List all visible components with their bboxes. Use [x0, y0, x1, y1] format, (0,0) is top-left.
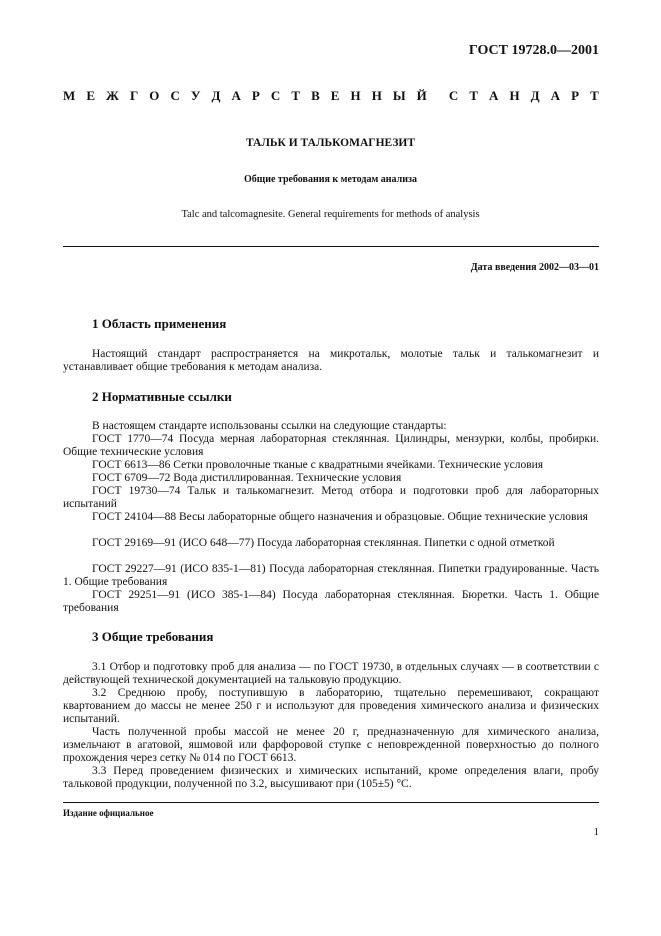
doc-type-letter: А [550, 88, 561, 103]
doc-type-letter: Е [86, 88, 95, 103]
section-heading-references: 2 Нормативные ссылки [92, 389, 232, 404]
doc-type-letter: Т [291, 88, 301, 103]
doc-type-letter: Н [509, 88, 520, 103]
reference-item: ГОСТ 29251—91 (ИСО 385-1—84) Посуда лабораторная стеклянная. Бюретки. Часть 1. Общие требования [63, 589, 599, 615]
doc-type-letter: С [270, 88, 281, 103]
doc-type-letter: А [231, 88, 241, 103]
reference-item: ГОСТ 1770—74 Посуда мерная лабораторная стеклянная. Цилиндры, мензурки, колбы, пробирки. Общие технические условия [63, 433, 599, 459]
doc-type-letter: С [170, 88, 180, 103]
paragraph: Настоящий стандарт распространяется на микротальк, молотые тальк и талькомагнезит и устанавливает общие требования к методам анализа. [63, 348, 599, 374]
doc-type-letter: Д [530, 88, 540, 103]
doc-type-letter: Ы [392, 88, 406, 103]
doc-type-letter: У [190, 88, 201, 103]
header-divider [63, 246, 599, 247]
doc-type-letter: В [311, 88, 320, 103]
doc-type-letter: Е [330, 88, 340, 103]
paragraph: В настоящем стандарте использованы ссылки на следующие стандарты: [92, 420, 447, 432]
paragraph: 3.1 Отбор и подготовку проб для анализа — по ГОСТ 19730, в отдельных случаях — в соответствии с действующей технической документацией на тальковую продукцию. [63, 661, 599, 687]
paragraph: 3.2 Среднюю пробу, поступившую в лабораторию, тщательно перемешивают, сокращают квартованием до массы не менее 250 г и используют для проведения химического анализа и физических испытаний. [63, 687, 599, 726]
document-title: ТАЛЬК И ТАЛЬКОМАГНЕЗИТ [245, 137, 416, 149]
doc-type-letter: Р [571, 88, 580, 103]
doc-type-letter: Т [469, 88, 478, 103]
doc-type-letter: Й [416, 88, 427, 103]
doc-type-letter: Г [129, 88, 139, 103]
doc-type-letter: Р [251, 88, 260, 103]
edition-label: Издание официальное [63, 808, 154, 818]
doc-type-letter: С [448, 88, 459, 103]
reference-item: ГОСТ 6613—86 Сетки проволочные тканые с квадратными ячейками. Технические условия [92, 459, 544, 471]
doc-type-letter: Т [590, 88, 599, 103]
paragraph: Часть полученной пробы массой не менее 20 г, предназначенную для химического анализа, измельчают в агатовой, яшмовой или фарфоровой ступке с неповрежденной поверхностью до полного прохождения через сетку № 014 по ГОСТ 6613. [63, 726, 599, 765]
reference-item: ГОСТ 6709—72 Вода дистиллированная. Технические условия [92, 472, 402, 484]
reference-item: ГОСТ 29169—91 (ИСО 648—77) Посуда лабораторная стеклянная. Пипетки с одной отметкой [92, 537, 555, 549]
doc-type-letter: М [63, 88, 76, 103]
section-heading-scope: 1 Область применения [92, 316, 227, 331]
doc-type-letter: О [149, 88, 160, 103]
section-heading-general-requirements: 3 Общие требования [92, 629, 214, 644]
doc-type-letter: Н [371, 88, 382, 103]
introduction-date: Дата введения 2002—03—01 [470, 262, 599, 273]
document-subtitle: Общие требования к методам анализа [243, 174, 418, 185]
page-number: 1 [593, 826, 599, 838]
reference-item: ГОСТ 29227—91 (ИСО 835-1—81) Посуда лабораторная стеклянная. Пипетки градуированные. Часть 1. Общие требования [63, 563, 599, 589]
footer-divider [63, 802, 599, 803]
doc-type-letter: Н [350, 88, 361, 103]
paragraph: 3.3 Перед проведением физических и химических испытаний, кроме определения влаги, пробу тальковой продукции, полученной по 3.2, высушивают при (105±5) °С. [63, 765, 599, 791]
reference-item: ГОСТ 19730—74 Тальк и талькомагнезит. Метод отбора и подготовки проб для лабораторных испытаний [63, 485, 599, 511]
document-type-heading [63, 88, 599, 104]
doc-type-letter: Д [211, 88, 221, 103]
english-title: Talc and talcomagnesite. General requirements for methods of analysis [181, 209, 480, 220]
reference-item: ГОСТ 24104—88 Весы лабораторные общего назначения и образцовые. Общие технические условия [92, 511, 588, 523]
document-number: ГОСТ 19728.0—2001 [468, 43, 599, 58]
doc-type-letter: А [489, 88, 499, 103]
doc-type-letter: Ж [106, 88, 119, 103]
